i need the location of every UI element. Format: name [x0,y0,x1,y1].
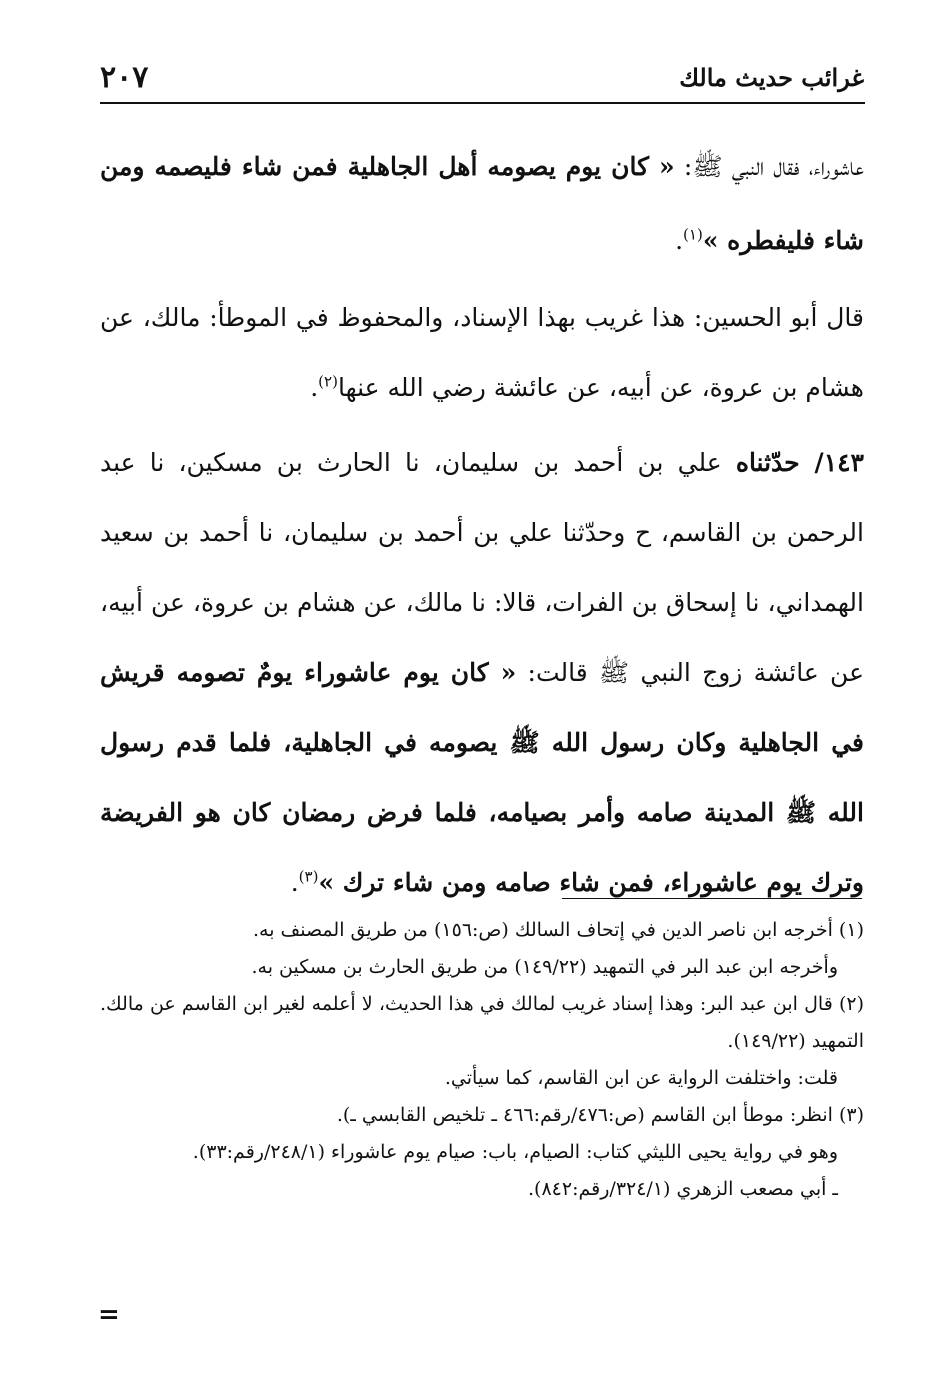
footnote-2-continued: قلت: واختلفت الرواية عن ابن القاسم، كما سيأتي. [444,1067,838,1089]
p1-hadith-quote: « كان يوم يصومه أهل الجاهلية فمن شاء فليصمه ومن شاء فليفطره » [100,152,864,255]
header-rule [100,102,865,104]
footnote-3: (٣) انظر: موطأ ابن القاسم (ص:٤٧٦/رقم:٤٦٦ ـ تلخيص القابسي ـ). [336,1104,864,1126]
hadith-number: ١٤٣/ حدّثناه [735,448,864,477]
p3-end: . [290,868,299,897]
paragraph-1 [100,130,864,278]
book-title: غرائب حديث مالك [679,63,864,92]
p2-end: . [310,373,319,402]
p3-isnad: علي بن أحمد بن سليمان، نا الحارث بن مسكين، نا عبد الرحمن بن القاسم، ح وحدّثنا علي بن أحمد بن سليمان، نا أحمد بن سعيد الهمداني، نا إسحاق بن الفرات، قالا: نا مالك، عن هشام بن عروة، عن أبيه، عن عائشة زوج النبي ﷺ قالت: [100,448,864,687]
footnote-2: (٢) قال ابن عبد البر: وهذا إسناد غريب لمالك في هذا الحديث، لا أعلمه لغير ابن القاسم عن مالك. التمهيد (١٤٩/٢٢). [100,993,864,1052]
p3-hadith-quote: « كان يوم عاشوراء يومٌ تصومه قريش في الجاهلية وكان رسول الله ﷺ يصومه في الجاهلية، فلما قدم رسول الله ﷺ المدينة صامه وأمر بصيامه، فلما فرض رمضان كان هو الفريضة وترك يوم عاشوراء، فمن شاء صامه ومن شاء ترك » [100,658,864,897]
footnotes [100,912,864,1208]
footnote-separator [562,898,862,899]
footnote-ref-3[interactable]: (٣) [298,867,319,886]
page-number: ٢٠٧ [100,60,149,95]
footnote-1: (١) أخرجه ابن ناصر الدين في إتحاف السالك (ص:١٥٦) من طريق المصنف به. [253,919,864,941]
main-text [100,130,864,923]
footnote-1-continued: وأخرجه ابن عبد البر في التمهيد (١٤٩/٢٢) من طريق الحارث بن مسكين به. [251,956,838,978]
p2-text: قال أبو الحسين: هذا غريب بهذا الإسناد، والمحفوظ في الموطأ: مالك، عن هشام بن عروة، عن أبيه، عن عائشة رضي الله عنها [100,303,864,402]
paragraph-3 [100,428,864,918]
paragraph-2 [100,283,864,423]
p1-lead: عاشوراء، فقال النبي ﷺ: [674,152,864,181]
footnote-ref-1[interactable]: (١) [683,225,703,244]
footnote-ref-2[interactable]: (٢) [318,372,338,391]
footnote-3-continued-2: ـ أبي مصعب الزهري (٣٢٤/١/رقم:٨٤٢). [528,1178,838,1200]
footnote-3-continued: وهو في رواية يحيى الليثي كتاب: الصيام، باب: صيام يوم عاشوراء (٢٤٨/١/رقم:٣٣). [192,1141,838,1163]
running-header [100,58,864,98]
p1-end: . [675,226,684,255]
continuation-mark: = [98,1300,120,1330]
